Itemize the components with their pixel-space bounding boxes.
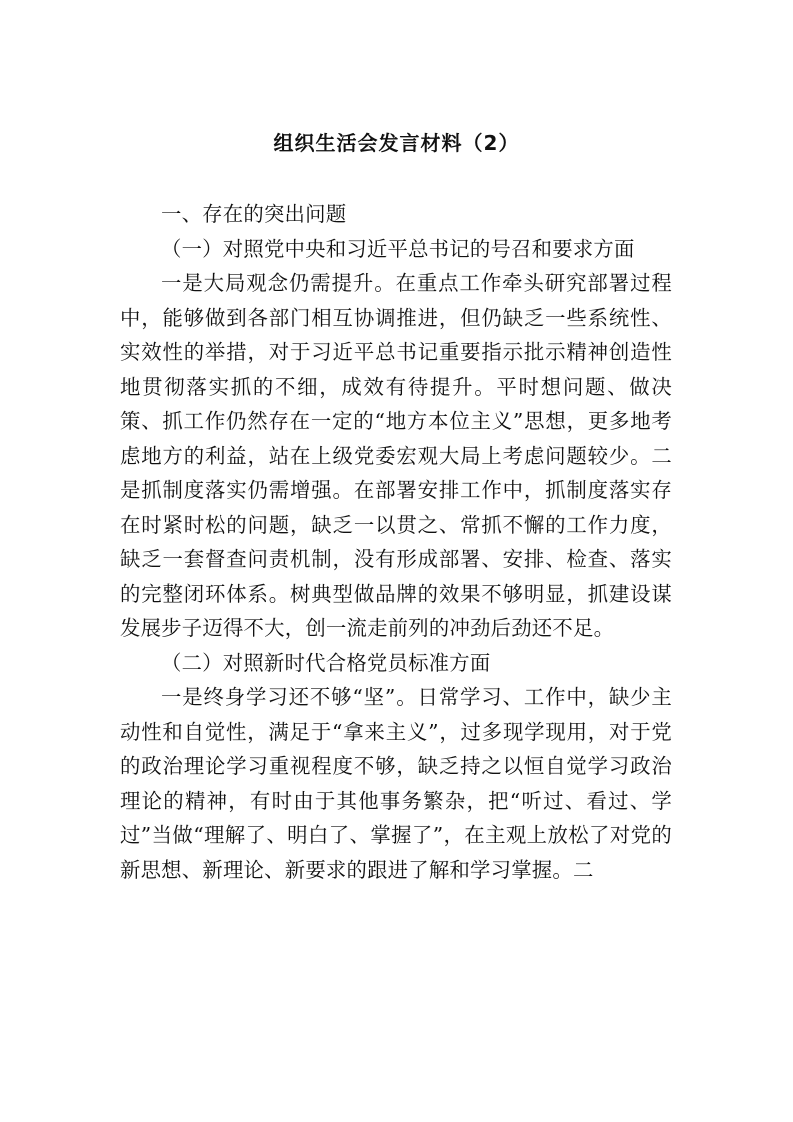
body-paragraph-1: 一是大局观念仍需提升。在重点工作牵头研究部署过程中，能够做到各部门相互协调推进，但仍缺乏一些系统性、实效性的举措，对于习近平总书记重要指示批示精神创造性地贯彻落实抓的不细，成效有待提升。平时想问题、做决策、抓工作仍然存在一定的“地方本位主义”思想，更多地考虑地方的利益，站在上级党委宏观大局上考虑问题较少。二是抓制度落实仍需增强。在部署安排工作中，抓制度落实存在时紧时松的问题，缺乏一以贯之、常抓不懈的工作力度，缺乏一套督查问责机制，没有形成部署、安排、检查、落实的完整闭环体系。树典型做品牌的效果不够明显，抓建设谋发展步子迈得不大，创一流走前列的冲劲后劲还不足。	[120, 271, 672, 640]
document-body	[120, 197, 672, 887]
section-heading-problems: 一、存在的突出问题	[161, 202, 347, 226]
document-title: 组织生活会发言材料（2）	[273, 131, 520, 155]
subsection-heading-1: （一）对照党中央和习近平总书记的号召和要求方面	[161, 236, 635, 261]
body-paragraph-2: 一是终身学习还不够“坚”。日常学习、工作中，缺少主动性和自觉性，满足于“拿来主义”，过多现学现用，对于党的政治理论学习重视程度不够，缺乏持之以恒自觉学习政治理论的精神，有时由于其他事务繁杂，把“听过、看过、学过”当做“理解了、明白了、掌握了”，在主观上放松了对党的新思想、新理论、新要求的跟进了解和学习掌握。二	[120, 685, 672, 882]
subsection-heading-2: （二）对照新时代合格党员标准方面	[161, 650, 491, 675]
